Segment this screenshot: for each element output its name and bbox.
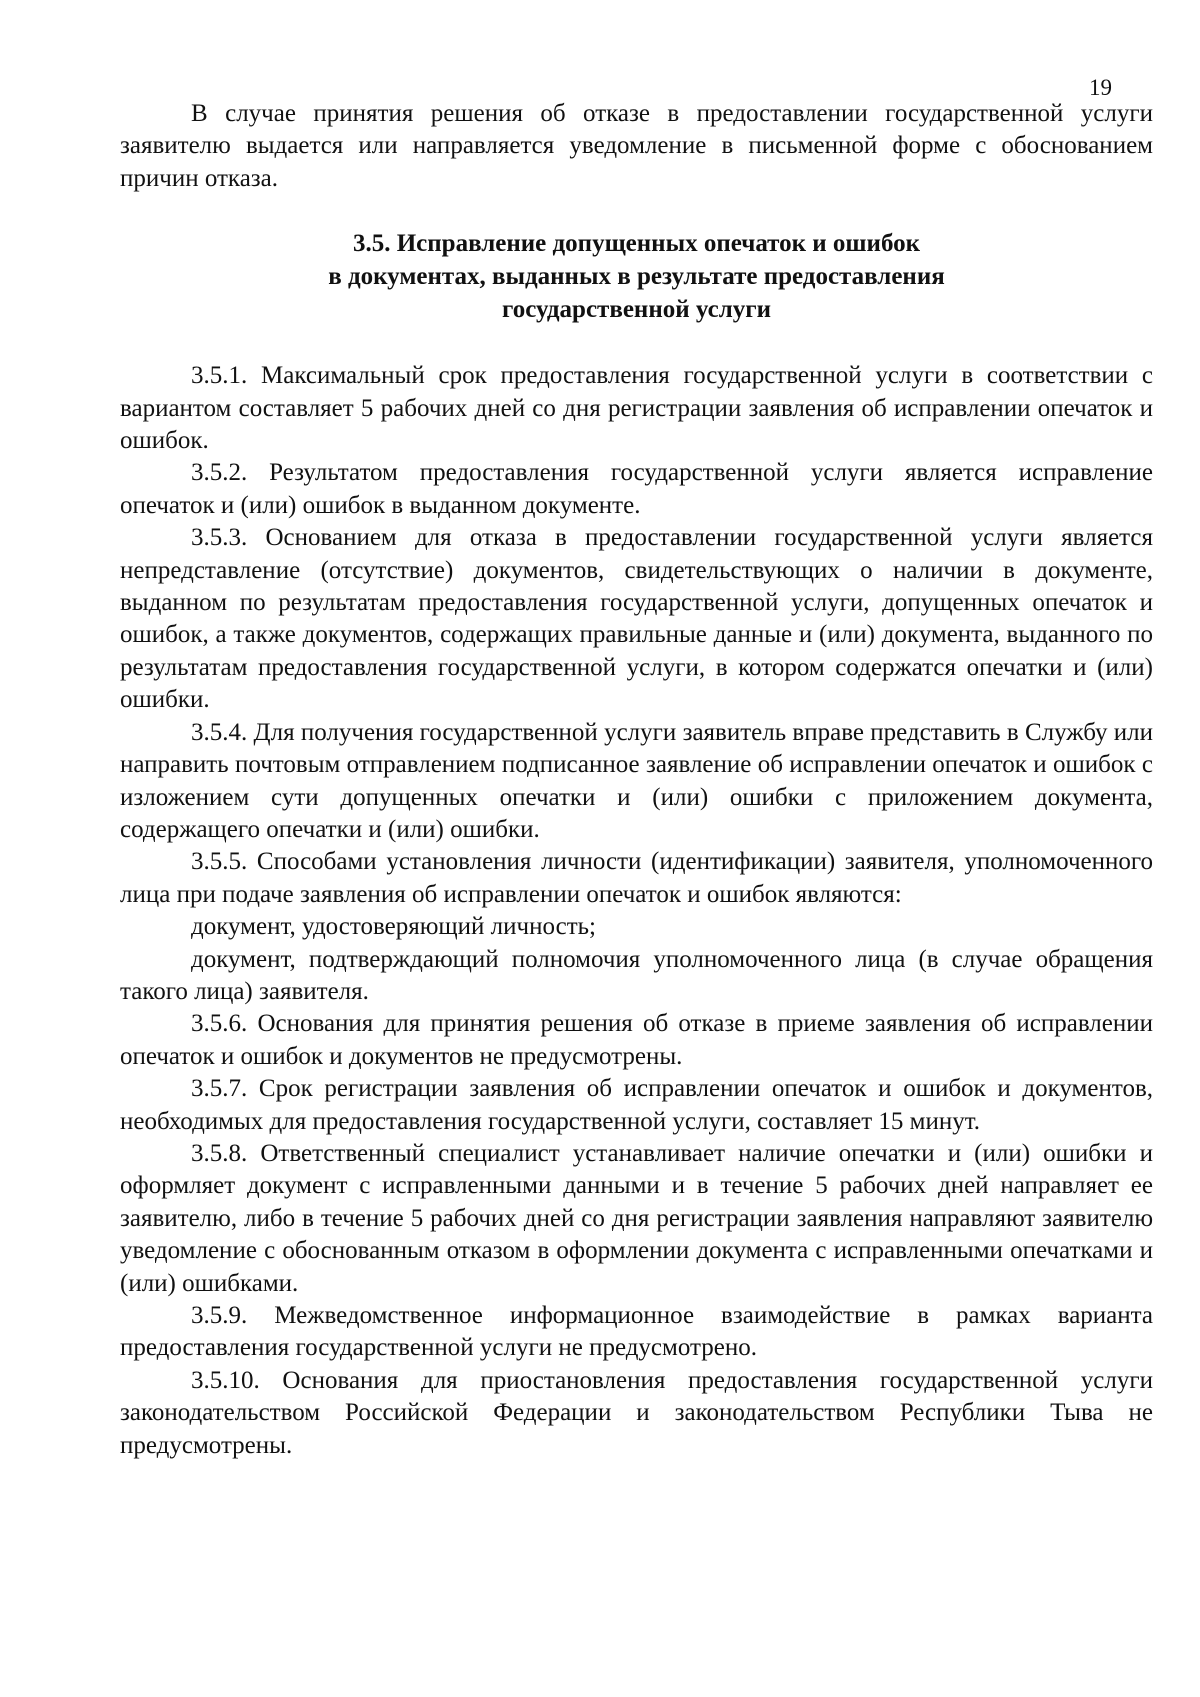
paragraph-3-5-3: 3.5.3. Основанием для отказа в предоставлении государственной услуги является непредставление (отсутствие) документов, свидетельствующих о наличии в документе, выданном по результатам предоставления государственной услуги, допущенных опечаток и ошибок, а также документов, содержащих правильные данные и (или) документа, выданного по результатам предоставления государственной услуги, в котором содержатся опечатки и (или) ошибки.: [120, 524, 1153, 714]
paragraph-3-5-5: 3.5.5. Способами установления личности (идентификации) заявителя, уполномоченного лица при подаче заявления об исправлении опечаток и ошибок являются:: [120, 848, 1153, 908]
intro-paragraph: В случае принятия решения об отказе в предоставлении государственной услуги заявителю выдается или направляется уведомление в письменной форме с обоснованием причин отказа.: [120, 100, 1153, 192]
list-item-identity-document: документ, удостоверяющий личность;: [191, 913, 596, 941]
list-item-authority-document: документ, подтверждающий полномочия уполномоченного лица (в случае обращения такого лица) заявителя.: [120, 945, 1153, 1005]
page-number: 19: [1089, 75, 1112, 100]
section-heading-line: 3.5. Исправление допущенных опечаток и ошибок: [352, 230, 921, 258]
paragraph-3-5-2: 3.5.2. Результатом предоставления государственной услуги является исправление опечаток и (или) ошибок в выданном документе.: [120, 459, 1153, 519]
document-body: [120, 98, 1153, 1462]
paragraph-3-5-8: 3.5.8. Ответственный специалист устанавливает наличие опечатки и (или) ошибки и оформляет документ с исправленными данными и в течение 5 рабочих дней направляет ее заявителю, либо в течение 5 рабочих дней со дня регистрации заявления направляют заявителю уведомление с обоснованным отказом в оформлении документа с исправленными опечатками и (или) ошибками.: [120, 1139, 1153, 1297]
section-heading-line: в документах, выданных в результате предоставления: [328, 263, 945, 291]
section-heading-line: государственной услуги: [501, 296, 772, 324]
paragraph-3-5-7: 3.5.7. Срок регистрации заявления об исправлении опечаток и ошибок и документов, необходимых для предоставления государственной услуги, составляет 15 минут.: [120, 1075, 1153, 1135]
section-heading: [120, 227, 1153, 326]
paragraph-3-5-10: 3.5.10. Основания для приостановления предоставления государственной услуги законодательством Российской Федерации и законодательством Республики Тыва не предусмотрены.: [120, 1366, 1153, 1459]
paragraph-3-5-1: 3.5.1. Максимальный срок предоставления государственной услуги в соответствии с вариантом составляет 5 рабочих дней со дня регистрации заявления об исправлении опечаток и ошибок.: [120, 362, 1153, 455]
paragraph-3-5-4: 3.5.4. Для получения государственной услуги заявитель вправе представить в Службу или направить почтовым отправлением подписанное заявление об исправлении опечаток и ошибок с изложением сути допущенных опечатки и (или) ошибки с приложением документа, содержащего опечатки и (или) ошибки.: [120, 718, 1153, 843]
paragraph-3-5-6: 3.5.6. Основания для принятия решения об отказе в приеме заявления об исправлении опечаток и ошибок и документов не предусмотрены.: [120, 1010, 1153, 1070]
paragraph-3-5-9: 3.5.9. Межведомственное информационное взаимодействие в рамках варианта предоставления государственной услуги не предусмотрено.: [120, 1302, 1153, 1362]
